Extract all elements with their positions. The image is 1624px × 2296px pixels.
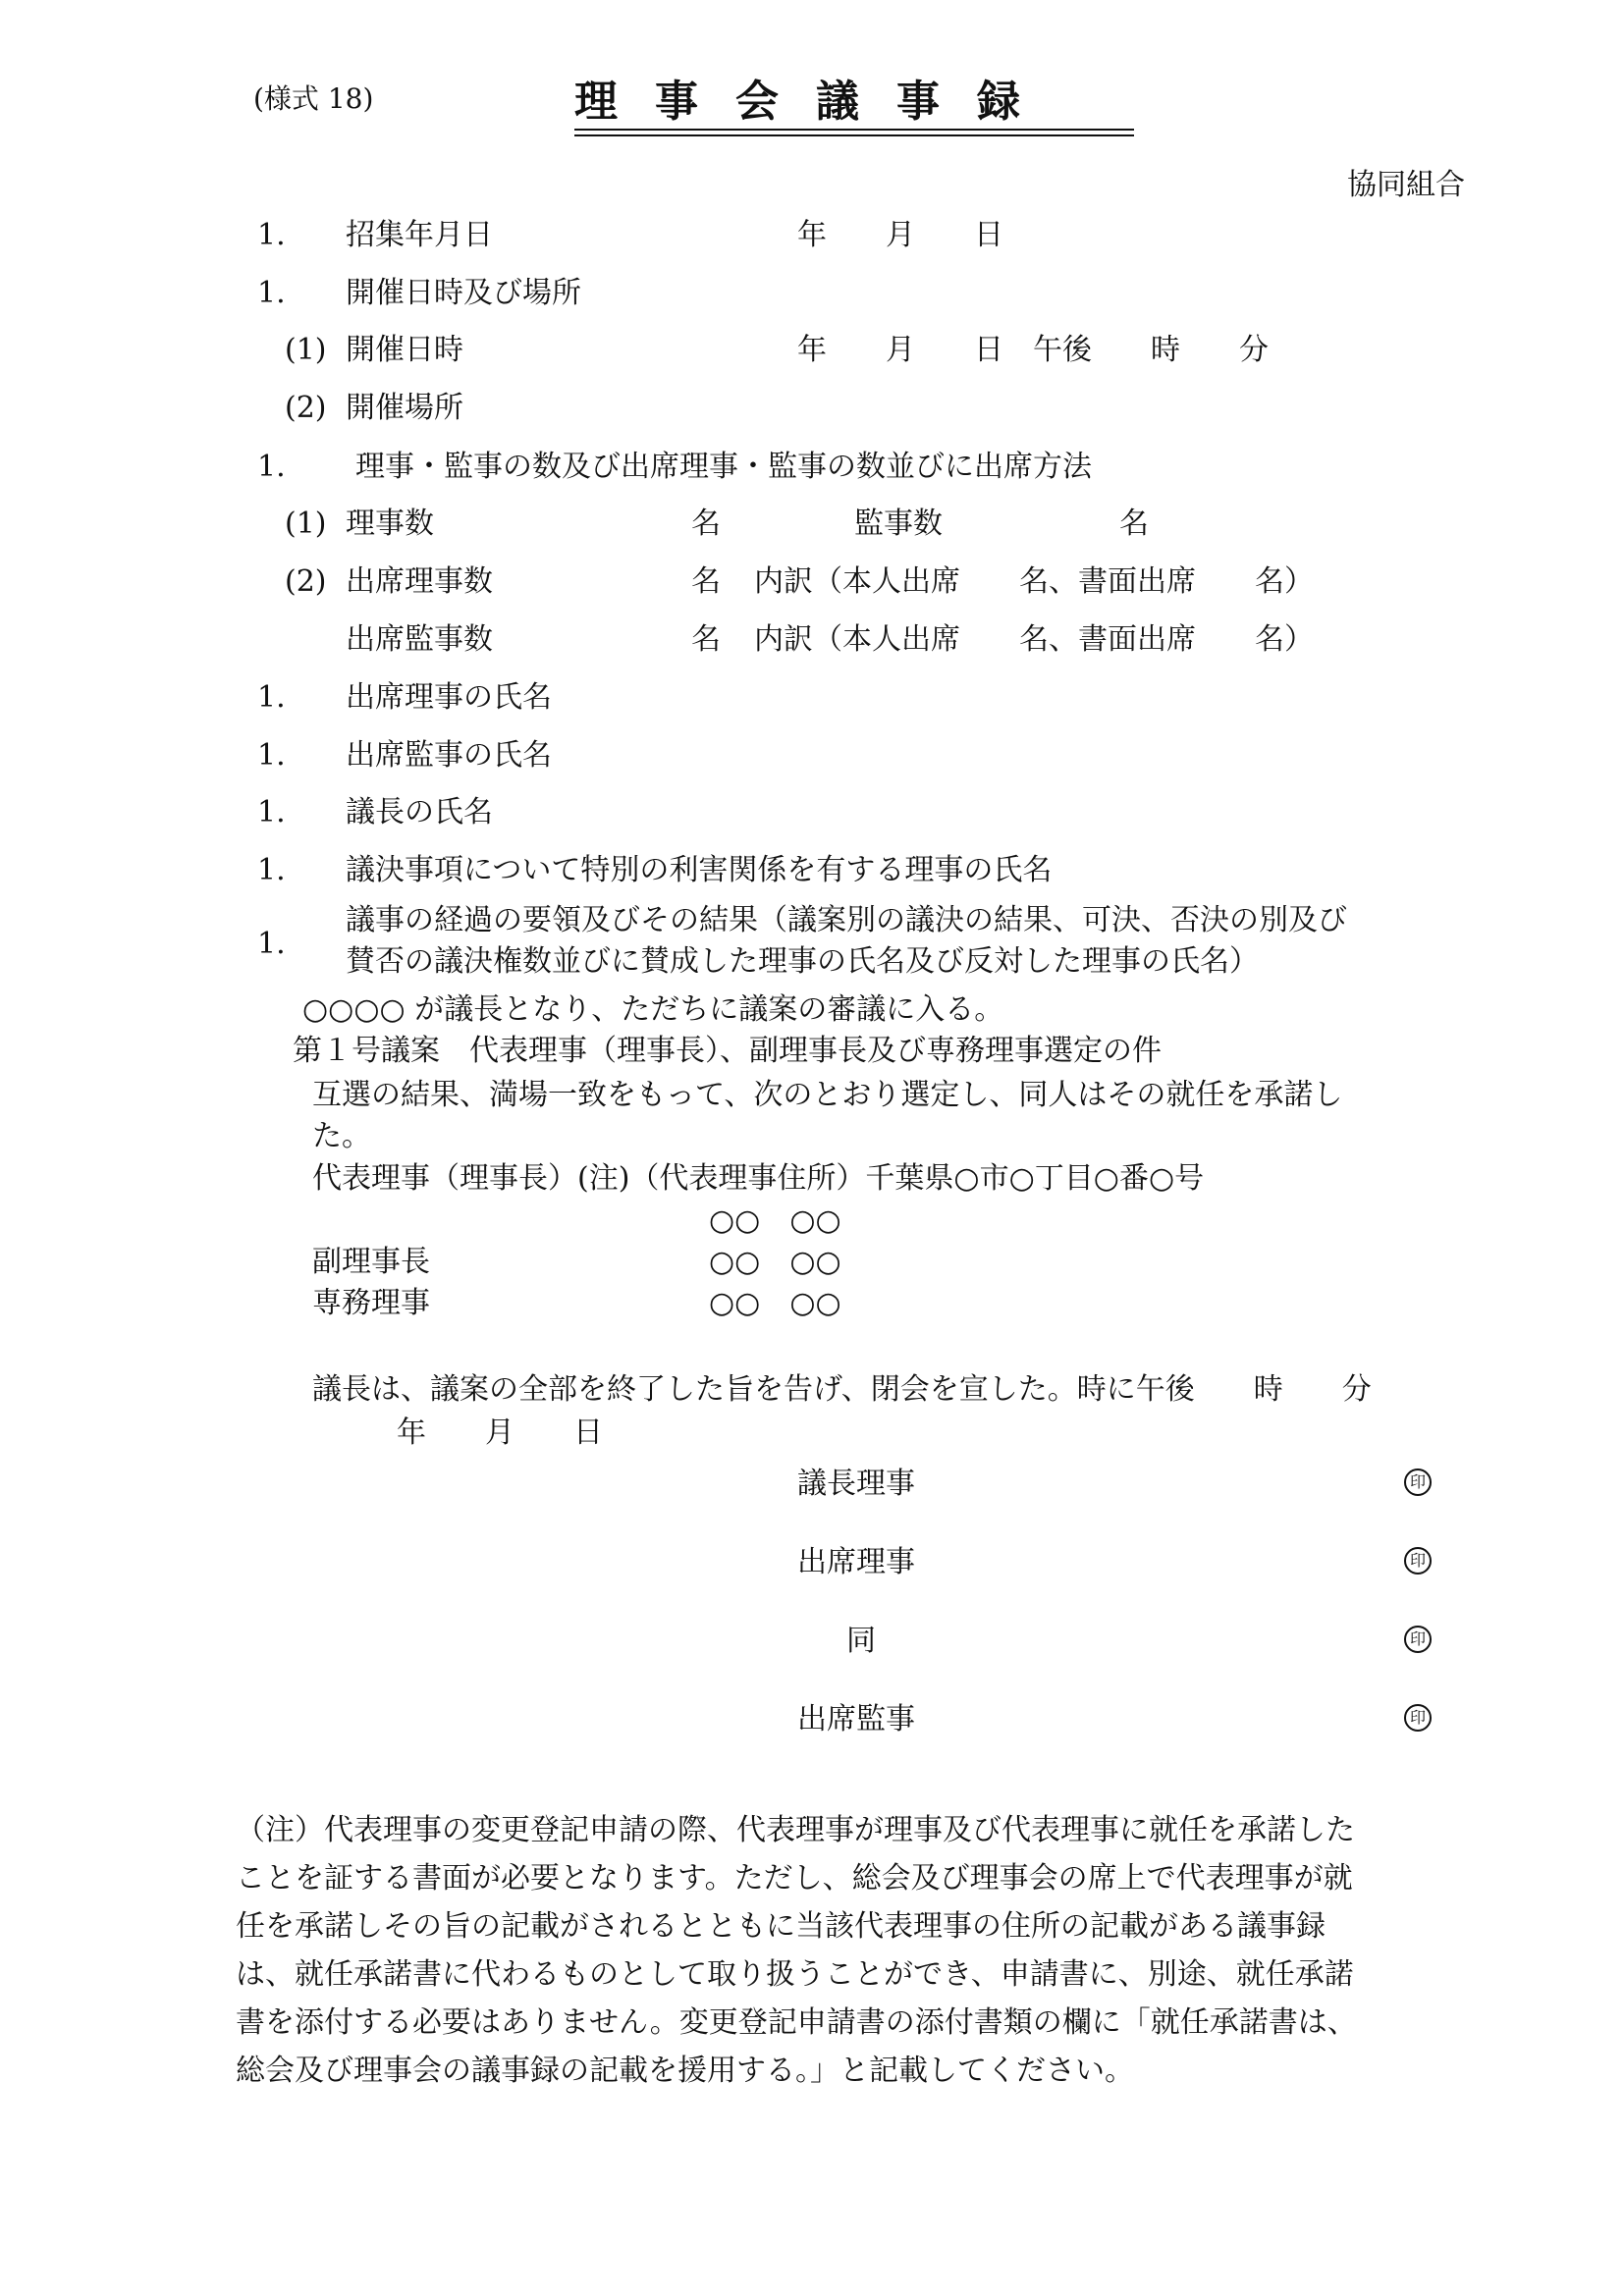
seal-mark: 印 [1404,1626,1432,1653]
item-number: 1. [257,276,286,310]
item-number: 1. [257,927,286,961]
proceedings-label-line1: 議事の経過の要領及びその結果（議案別の議決の結果、可決、否決の別及び [346,903,1347,937]
seal-mark: 印 [1404,1468,1432,1496]
agenda-title: 第１号議案 代表理事（理事長）、副理事長及び専務理事選定の件 [293,1034,1162,1068]
executive-director-name: ○○ ○○ [709,1286,841,1320]
form-number: (様式 18) [253,82,374,115]
sub-number: (1) [285,507,327,541]
representative-director-label: 代表理事（理事長）(注)（代表理事住所）千葉県○市○丁目○番○号 [312,1161,1205,1196]
proceedings-label-line2: 賛否の議決権数並びに賛成した理事の氏名及び反対した理事の氏名） [346,944,1259,979]
chair-name-label: 議長の氏名 [346,795,493,829]
attending-auditor-count-unit: 名 [691,622,721,657]
item-number: 1. [257,450,286,484]
election-result-line1: 互選の結果、満場一致をもって、次のとおり選定し、同人はその就任を承諾し [312,1078,1343,1112]
representative-director-name: ○○ ○○ [709,1203,841,1238]
item-number: 1. [257,795,286,829]
closing-date: 年 月 日 [397,1415,603,1450]
note-line: 書を添付する必要はありません。変更登記申請書の添付書類の欄に「就任承諾書は、 [236,2005,1357,2040]
attending-auditor-names-label: 出席監事の氏名 [346,738,552,773]
seal-mark: 印 [1404,1704,1432,1732]
meeting-datetime-place-label: 開催日時及び場所 [346,276,581,310]
attendance-counts-label: 理事・監事の数及び出席理事・監事の数並びに出席方法 [355,450,1092,484]
sub-number: (1) [285,333,327,367]
note-line: ことを証する書面が必要となります。ただし、総会及び理事会の席上で代表理事が就 [236,1861,1353,1896]
note-line: （注）代表理事の変更登記申請の際、代表理事が理事及び代表理事に就任を承諾した [236,1813,1355,1847]
auditor-count-label: 監事数 [854,507,943,541]
note-paragraph [236,1806,1483,2095]
note-line: 任を承諾しその旨の記載がされるとともに当該代表理事の住所の記載がある議事録 [236,1909,1326,1944]
signature-role-auditor: 出席監事 [797,1702,915,1736]
vice-chair-name: ○○ ○○ [709,1245,841,1279]
item-number: 1. [257,853,286,887]
item-number: 1. [257,218,286,252]
title-underline [574,129,1134,131]
meeting-datetime-value: 年 月 日 午後 時 分 [797,333,1269,367]
meeting-datetime-label: 開催日時 [346,333,463,367]
signature-role-chair: 議長理事 [797,1467,915,1501]
attending-auditor-count-label: 出席監事数 [346,622,493,657]
item-number: 1. [257,680,286,715]
sub-number: (2) [285,391,327,425]
chair-statement: ○○○○ が議長となり、ただちに議案の審議に入る。 [302,992,1004,1027]
director-count-unit: 名 [691,507,721,541]
attending-director-breakdown: 内訳（本人出席 名、書面出席 名） [754,564,1314,599]
document-title: 理事会議事録 [574,77,1057,127]
signature-role-same: 同 [846,1624,876,1658]
sub-number: (2) [285,564,327,599]
auditor-count-unit: 名 [1119,507,1149,541]
title-underline-double [574,134,1134,136]
attending-director-names-label: 出席理事の氏名 [346,680,552,715]
convocation-date-value: 年 月 日 [797,218,1003,252]
vice-chair-label: 副理事長 [312,1245,430,1279]
seal-mark: 印 [1404,1547,1432,1575]
election-result-line2: た。 [312,1119,371,1153]
organization-name: 協同組合 [1347,168,1465,202]
attending-auditor-breakdown: 内訳（本人出席 名、書面出席 名） [754,622,1314,657]
conflict-director-label: 議決事項について特別の利害関係を有する理事の氏名 [346,853,1053,887]
executive-director-label: 専務理事 [312,1286,430,1320]
convocation-date-label: 招集年月日 [346,218,493,252]
signature-role-director: 出席理事 [797,1545,915,1579]
director-count-label: 理事数 [346,507,434,541]
closing-statement: 議長は、議案の全部を終了した旨を告げ、閉会を宣した。時に午後 時 分 [312,1372,1372,1407]
meeting-place-label: 開催場所 [346,391,463,425]
attending-director-count-label: 出席理事数 [346,564,493,599]
item-number: 1. [257,738,286,773]
attending-director-count-unit: 名 [691,564,721,599]
note-line: は、就任承諾書に代わるものとして取り扱うことができ、申請書に、別途、就任承諾 [236,1957,1354,1992]
note-line: 総会及び理事会の議事録の記載を援用する。」と記載してください。 [236,2054,1134,2088]
